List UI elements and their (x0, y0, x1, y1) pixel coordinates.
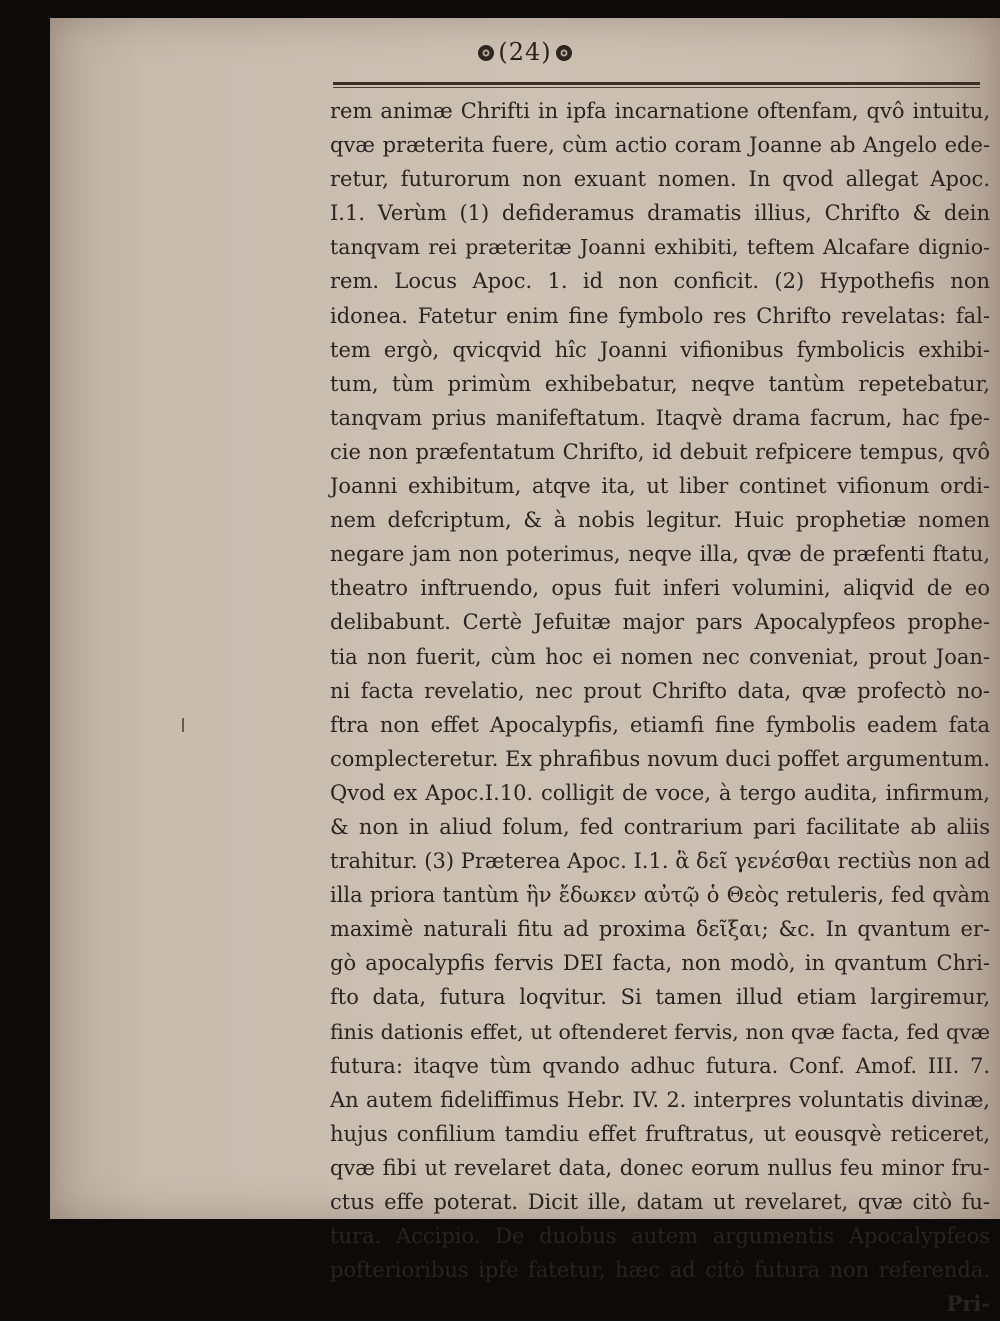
text-line: Qvod ex Apoc.I.10. colligit de voce, à tergo audita, infirmum, (330, 780, 990, 805)
text-line: delibabunt. Certè Jefuitæ major pars Apocalypfeos prophe- (330, 610, 990, 635)
text-line: tura. Accipio. De duobus autem argumentis Apocalypfeos (330, 1224, 990, 1249)
text-line: retur, futurorum non exuant nomen. In qvod allegat Apoc. (330, 167, 990, 192)
text-line: tem ergò, qvicqvid hîc Joanni vifionibus fymbolicis exhibi- (330, 337, 990, 362)
text-line: complecteretur. Ex phrafibus novum duci poffet argumentum. (330, 746, 990, 771)
text-line: tanqvam prius manifeftatum. Itaqvè drama facrum, hac fpe- (330, 405, 990, 430)
text-line: gò apocalypfis fervis DEI facta, non modò, in qvantum Chri- (330, 951, 990, 976)
book-page (50, 18, 1000, 1317)
right-ornament-icon (552, 43, 576, 63)
text-line: An autem fideliffimus Hebr. IV. 2. interpres voluntatis divinæ, (330, 1087, 990, 1112)
header-rule-thin (333, 87, 980, 88)
text-line: negare jam non poterimus, neqve illa, qvæ de præfenti ftatu, (330, 542, 990, 567)
text-line: rem. Locus Apoc. 1. id non conficit. (2) Hypothefis non (330, 269, 990, 294)
text-line: hujus confilium tamdiu effet fruftratus, ut eousqvè reticeret, (330, 1121, 990, 1146)
page-number: (24) (498, 38, 552, 66)
text-line: cie non præfentatum Chrifto, id debuit refpicere tempus, qvô (330, 439, 990, 464)
text-line: futura: itaqve tùm qvando adhuc futura. Conf. Amof. III. 7. (330, 1053, 990, 1078)
text-line: tanqvam rei præteritæ Joanni exhibiti, teftem Alcafare dignio- (330, 235, 990, 260)
catchword: Pri- (946, 1291, 990, 1317)
header-rule (333, 82, 980, 85)
margin-mark (182, 718, 184, 732)
text-line: nem defcriptum, & à nobis legitur. Huic prophetiæ nomen (330, 508, 990, 533)
text-line: Joanni exhibitum, atqve ita, ut liber continet vifionum ordi- (330, 474, 990, 499)
text-line: fto data, futura loqvitur. Si tamen illud etiam largiremur, (330, 985, 990, 1010)
text-line: trahitur. (3) Præterea Apoc. I.1. ἃ δεῖ γενέσθαι rectiùs non ad (330, 849, 991, 874)
text-line: qvæ præterita fuere, cùm actio coram Joanne ab Angelo ede- (330, 133, 990, 158)
text-line: maximè naturali fitu ad proxima δεῖξαι; &c. In qvantum er- (330, 917, 990, 942)
text-line: illa priora tantùm ἣν ἔδωκεν αὐτῷ ὁ Θεὸς retuleris, fed qvàm (330, 883, 990, 908)
text-line: ctus effe poterat. Dicit ille, datam ut revelaret, qvæ citò fu- (330, 1190, 990, 1214)
text-line: finis dationis effet, ut oftenderet fervis, non qvæ facta, fed qvæ (330, 1019, 990, 1044)
text-line: qvæ fibi ut revelaret data, donec eorum nullus feu minor fru- (330, 1155, 990, 1180)
text-line: ftra non effet Apocalypfis, etiamfi fine fymbolis eadem fata (330, 712, 990, 737)
text-line: tum, tùm primùm exhibebatur, neqve tantùm repetebatur, (330, 371, 990, 396)
text-line: I.1. Verùm (1) defideramus dramatis illius, Chrifto & dein (330, 201, 990, 226)
text-line: idonea. Fatetur enim fine fymbolo res Chrifto revelatas: fal- (330, 303, 990, 328)
body-text (330, 94, 990, 1321)
page-header (50, 38, 1000, 66)
left-ornament-icon (474, 43, 498, 63)
text-line: tia non fuerit, cùm hoc ei nomen nec conveniat, prout Joan- (330, 644, 990, 669)
text-line: & non in aliud folum, fed contrarium pari facilitate ab aliis (330, 814, 990, 839)
text-line: ni facta revelatio, nec prout Chrifto data, qvæ profectò no- (330, 678, 990, 703)
text-line: rem animæ Chrifti in ipfa incarnatione oftenfam, qvô intuitu, (330, 99, 990, 123)
text-line: pofterioribus ipfe fatetur, hæc ad citò futura non referenda. (330, 1258, 990, 1283)
text-line: theatro inftruendo, opus fuit inferi volumini, aliqvid de eo (330, 576, 990, 601)
